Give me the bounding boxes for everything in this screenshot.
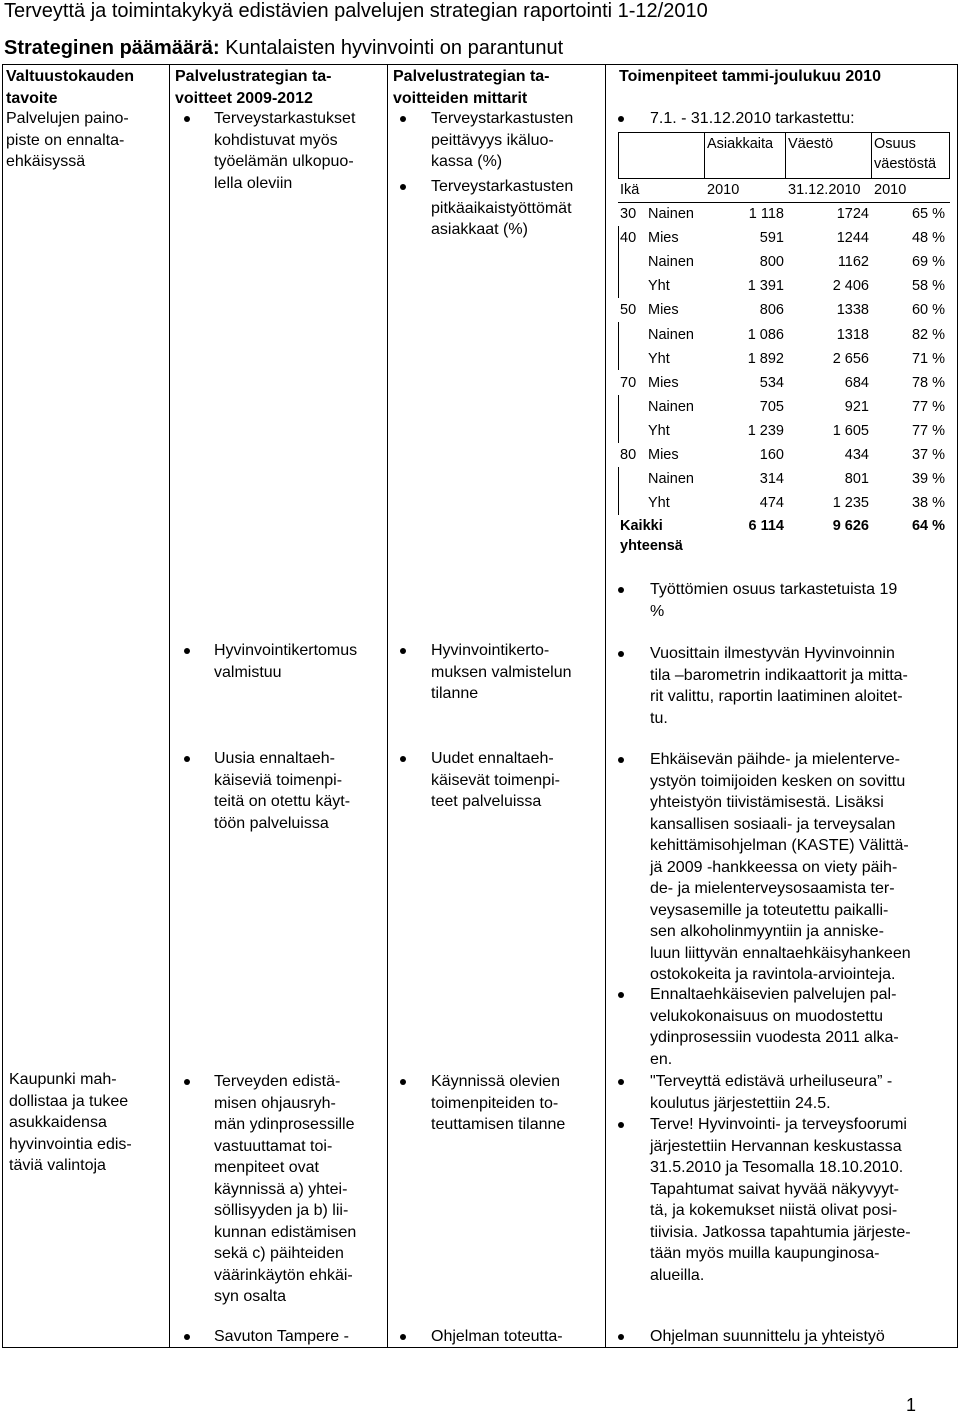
barometer-item: Vuosittain ilmestyvän Hyvinvoinnin tila –barometrin indikaattorit ja mitta- rit valittu, raportin laatiminen aloitet- tu. <box>650 645 908 727</box>
program-planning-item: Ohjelman suunnittelu ja yhteistyö <box>650 1328 885 1345</box>
row-share: 39 % <box>911 471 945 488</box>
row-population: 1724 <box>836 206 869 222</box>
header-col2: Palvelustrategian ta- voitteet 2009-2012 <box>175 68 332 107</box>
row-clients: 474 <box>759 495 784 512</box>
row-clients: 160 <box>759 447 784 463</box>
col3-metric-3: Hyvinvointikerto- muksen valmistelun tilanne <box>431 642 572 702</box>
bullet-icon <box>618 116 624 122</box>
row-gender: Yht <box>648 278 670 295</box>
row-gender: Mies <box>648 374 679 391</box>
table-header-year2: 2010 <box>874 182 907 198</box>
row-clients: 705 <box>759 398 784 415</box>
row-gender: Mies <box>648 447 679 463</box>
col2-target-1: Terveystarkastukset kohdistuvat myös työelämän ulkopuo- lella oleviin <box>214 110 356 192</box>
bullet-icon <box>618 587 624 593</box>
row-population: 921 <box>844 398 869 415</box>
row-share: 77 % <box>911 422 945 439</box>
check-period: 7.1. - 31.12.2010 tarkastettu: <box>650 110 855 127</box>
table-header-share: Osuus <box>874 136 916 152</box>
row-share: 69 % <box>911 254 945 271</box>
col3-metric-5: Käynnissä olevien toimenpiteiden to- teuttamisen tilanne <box>431 1073 566 1133</box>
table-header-age: Ikä <box>620 182 640 198</box>
row-population: 2 656 <box>832 350 869 367</box>
bullet-icon <box>184 648 190 654</box>
column-divider-3 <box>605 64 606 1348</box>
row-population: 1244 <box>836 230 869 247</box>
row-age: 50 <box>620 302 637 319</box>
row-gender: Mies <box>648 230 679 247</box>
bullet-icon <box>184 1334 190 1340</box>
row-population: 1 605 <box>832 422 869 439</box>
page-number: 1 <box>906 1395 917 1415</box>
row-population: 1318 <box>836 326 869 343</box>
row-clients: 1 892 <box>747 350 784 367</box>
row-share: 82 % <box>911 326 945 343</box>
bullet-icon <box>400 756 406 762</box>
row-age: 80 <box>620 447 637 463</box>
bullet-icon <box>400 648 406 654</box>
table-right-border <box>957 64 958 1348</box>
row-clients: 800 <box>759 254 784 271</box>
prevention-item: Ehkäisevän päihde- ja mielenterve- ystyön toimijoiden kesken on sovittu yhteistyön tiivistämisestä. Lisäksi kansallisen sosiaali- ja terveysalan kehittämisohjelman (KASTE) Välittä- jä 2009 -hankkeessa on viety päih- de- ja mielenterveysosaamista ter- veysasemille ja toteutettu paikalli- sen alkoholinmyyntiin ja anniske- luun liittyvän ennaltaehkäisyhankeen ostokokeita ja ravintola-arviointeja. <box>650 751 911 983</box>
row-share: 65 % <box>911 206 945 222</box>
col2-target-4: Terveyden edistä- misen ohjausryh- män ydinprosessille vastuuttamat toi- menpiteet ovat käynnissä a) yhtei- söllisyyden ja b) lii- kunnan edistämisen sekä c) päihteiden väärinkäytön ehkäi- syn osalta <box>214 1073 357 1305</box>
table-header-population: Väestö <box>788 136 834 152</box>
preventive-services-item: Ennaltaehkäisevien palvelujen pal- velukokonaisuus on muodostettu ydinprosessiin vuodesta 2011 alka- en. <box>650 986 899 1068</box>
column-divider-2 <box>387 64 388 1348</box>
row-population: 684 <box>844 374 869 391</box>
row-gender: Yht <box>648 495 670 512</box>
sports-club-item: "Terveyttä edistävä urheiluseura” - koulutus järjestettiin 24.5. <box>650 1073 893 1112</box>
col3-metric-4: Uudet ennaltaeh- käisevät toimenpi- teet palveluissa <box>431 750 560 810</box>
row-age: 30 <box>620 206 637 222</box>
row-population: 434 <box>844 447 869 463</box>
row-clients: 591 <box>759 230 784 247</box>
col1-goal-bottom: Kaupunki mah- dollistaa ja tukee asukkaidensa hyvinvointia edis- täviä valintoja <box>9 1071 132 1174</box>
row-gender: Nainen <box>648 326 694 343</box>
header-col1: Valtuustokauden tavoite <box>6 68 135 107</box>
row-gender: Nainen <box>648 206 694 222</box>
row-gender: Mies <box>648 302 679 319</box>
total-label: Kaikki <box>620 518 663 534</box>
row-share: 48 % <box>911 230 945 247</box>
col3-metric-2: Terveystarkastusten pitkäaikaistyöttömät asiakkaat (%) <box>431 178 574 238</box>
document-title: Terveyttä ja toimintakykyä edistävien palvelujen strategian raportointi 1-12/2010 <box>4 0 708 22</box>
strategic-goal-label: Strateginen päämäärä: <box>4 37 220 59</box>
row-age: 40 <box>620 230 637 247</box>
bullet-icon <box>400 116 406 122</box>
row-gender: Nainen <box>648 254 694 271</box>
row-clients: 1 086 <box>747 326 784 343</box>
bullet-icon <box>618 757 624 763</box>
row-clients: 1 118 <box>748 206 784 222</box>
table-header-date: 31.12.2010 <box>788 182 861 198</box>
strategic-goal <box>4 37 563 60</box>
bullet-icon <box>618 1334 624 1340</box>
unemployed-share: Työttömien osuus tarkastetuista 19 % <box>650 581 898 620</box>
total-label-2: yhteensä <box>620 538 683 554</box>
health-forum-item: Terve! Hyvinvointi- ja terveysfoorumi järjestettiin Hervannan keskustassa 31.5.2010 ja Tesomalla 18.10.2010. Tapahtumat saivat hyvää näkyvyyt- tä, ja kokemukset niistä olivat posi- tiivisia. Jatkossa tapahtumia järjeste- tään myös muilla kaupunginosa- alueilla. <box>650 1116 911 1284</box>
header-col3: Palvelustrategian ta- voitteiden mittarit <box>393 68 550 107</box>
bullet-icon <box>184 116 190 122</box>
row-share: 78 % <box>911 374 945 391</box>
bullet-icon <box>400 1079 406 1085</box>
bullet-icon <box>400 184 406 190</box>
row-gender: Nainen <box>648 471 694 488</box>
bullet-icon <box>184 756 190 762</box>
table-left-border <box>2 64 3 1348</box>
row-gender: Yht <box>648 350 670 367</box>
total-clients: 6 114 <box>748 518 784 534</box>
row-share: 71 % <box>911 350 945 367</box>
table-header-year: 2010 <box>707 182 740 198</box>
row-age: 70 <box>620 374 637 391</box>
strategic-goal-text: Kuntalaisten hyvinvointi on parantunut <box>219 37 564 59</box>
table-header-share-2: väestöstä <box>874 156 937 172</box>
row-population: 801 <box>844 471 869 488</box>
header-col4: Toimenpiteet tammi-joulukuu 2010 <box>619 68 881 85</box>
row-population: 2 406 <box>832 278 869 295</box>
total-share: 64 % <box>911 518 945 534</box>
bullet-icon <box>618 1079 624 1085</box>
row-clients: 534 <box>759 374 784 391</box>
col3-metric-1: Terveystarkastusten peittävyys ikäluo- kassa (%) <box>431 110 574 170</box>
row-share: 37 % <box>911 447 945 463</box>
col2-target-2: Hyvinvointikertomus valmistuu <box>214 642 358 681</box>
col2-target-3: Uusia ennaltaeh- käiseviä toimenpi- teitä on otettu käyt- töön palveluissa <box>214 750 351 832</box>
bullet-icon <box>618 992 624 998</box>
bullet-icon <box>618 651 624 657</box>
row-clients: 806 <box>759 302 784 319</box>
row-share: 77 % <box>911 398 945 415</box>
row-share: 60 % <box>911 302 945 319</box>
row-gender: Yht <box>648 422 670 439</box>
row-share: 38 % <box>911 495 945 512</box>
total-population: 9 626 <box>832 518 869 534</box>
row-gender: Nainen <box>648 398 694 415</box>
row-clients: 1 391 <box>747 278 784 295</box>
bullet-icon <box>618 1122 624 1128</box>
row-share: 58 % <box>911 278 945 295</box>
col2-target-5: Savuton Tampere - <box>214 1328 349 1345</box>
row-population: 1162 <box>837 254 869 271</box>
row-clients: 1 239 <box>747 422 784 439</box>
row-clients: 314 <box>759 471 784 488</box>
column-divider-1 <box>169 64 170 1348</box>
col3-metric-6: Ohjelman toteutta- <box>431 1328 563 1345</box>
row-population: 1 235 <box>832 495 869 512</box>
bullet-icon <box>184 1079 190 1085</box>
table-top-border <box>2 64 958 65</box>
table-header-clients: Asiakkaita <box>707 136 774 152</box>
bullet-icon <box>400 1334 406 1340</box>
col1-goal-top: Palvelujen paino- piste on ennalta- ehkäisyssä <box>6 110 129 170</box>
row-population: 1338 <box>836 302 869 319</box>
